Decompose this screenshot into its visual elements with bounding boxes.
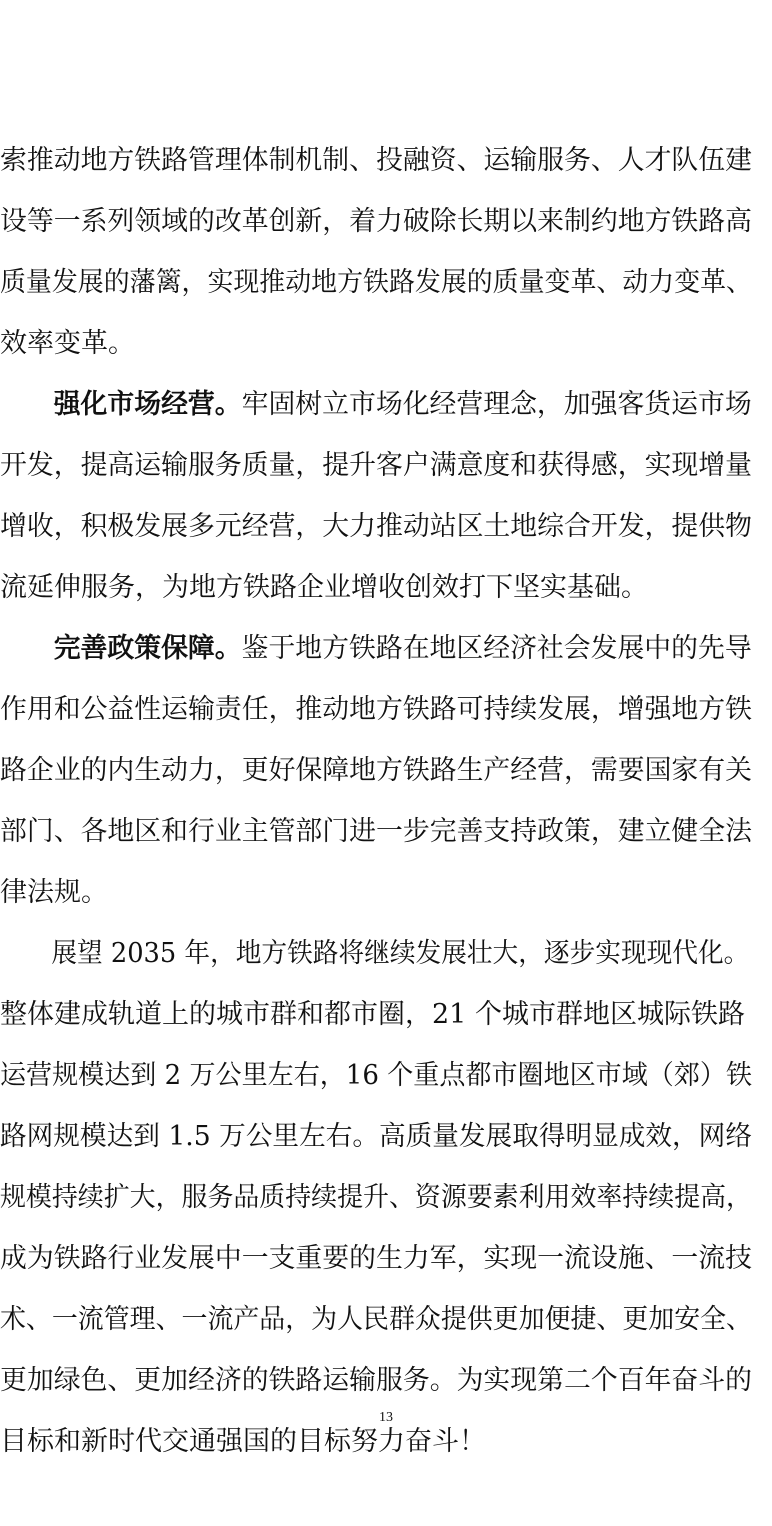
paragraph-heading: 完善政策保障。 — [53, 633, 242, 664]
line-text: 路企业的内生动力，更好保障地方铁路生产经营，需要国家有关 — [0, 755, 752, 786]
line-text: 作用和公益性运输责任，推动地方铁路可持续发展，增强地方铁 — [0, 694, 752, 725]
line-text: 术、一流管理、一流产品，为人民群众提供更加便捷、更加安全、 — [0, 1304, 752, 1335]
line-text: 效率变革。 — [0, 328, 135, 359]
line-text: 规模持续扩大，服务品质持续提升、资源要素利用效率持续提高， — [0, 1182, 752, 1213]
paragraph-line — [0, 560, 772, 616]
line-text: 质量发展的藩篱，实现推动地方铁路发展的质量变革、动力变革、 — [0, 267, 752, 298]
line-text: 流延伸服务，为地方铁路企业增收创效打下坚实基础。 — [0, 572, 648, 603]
line-text: 鉴于地方铁路在地区经济社会发展中的先导 — [241, 633, 752, 664]
line-text: 增收，积极发展多元经营，大力推动站区土地综合开发，提供物 — [0, 511, 752, 542]
paragraph-line — [0, 133, 768, 189]
paragraph-heading: 强化市场经营。 — [53, 389, 242, 420]
paragraph-line — [0, 987, 772, 1043]
line-text: 运营规模达到 2 万公里左右，16 个重点都市圈地区市域（郊）铁 — [0, 1060, 753, 1091]
paragraph-line — [0, 804, 768, 860]
page-number: 13 — [379, 1410, 393, 1425]
paragraph-line — [0, 1231, 768, 1287]
paragraph-line — [0, 316, 772, 372]
paragraph-line — [0, 1292, 752, 1348]
line-text: 索推动地方铁路管理体制机制、投融资、运输服务、人才队伍建 — [0, 145, 752, 176]
paragraph-line — [0, 194, 768, 250]
paragraph-line — [0, 377, 772, 433]
line-text: 律法规。 — [0, 877, 108, 908]
paragraph-line — [0, 865, 772, 921]
paragraph-line — [0, 926, 772, 982]
line-text: 整体建成轨道上的城市群和都市圈，21 个城市群地区城际铁路 — [0, 999, 745, 1030]
line-text: 路网规模达到 1.5 万公里左右。高质量发展取得明显成效，网络 — [0, 1121, 752, 1152]
paragraph-line — [0, 1048, 753, 1104]
paragraph-line — [0, 1109, 762, 1165]
paragraph-line — [0, 255, 752, 311]
line-text: 目标和新时代交通强国的目标努力奋斗！ — [0, 1426, 486, 1457]
line-text: 更加绿色、更加经济的铁路运输服务。为实现第二个百年奋斗的 — [0, 1365, 752, 1396]
paragraph-line — [0, 499, 768, 555]
paragraph-line — [0, 1353, 768, 1409]
line-text: 开发，提高运输服务质量，提升客户满意度和获得感，实现增量 — [0, 450, 752, 481]
line-text: 牢固树立市场化经营理念，加强客货运市场 — [241, 389, 752, 420]
paragraph-line — [0, 743, 768, 799]
paragraph-line — [0, 438, 768, 494]
line-text: 设等一系列领域的改革创新，着力破除长期以来制约地方铁路高 — [0, 206, 752, 237]
paragraph-line — [0, 621, 772, 677]
paragraph-line — [0, 1170, 752, 1226]
line-text: 成为铁路行业发展中一支重要的生力军，实现一流设施、一流技 — [0, 1243, 752, 1274]
paragraph-line — [0, 682, 768, 738]
line-text: 展望 2035 年，地方铁路将继续发展壮大，逐步实现现代化。 — [51, 938, 750, 969]
line-text: 部门、各地区和行业主管部门进一步完善支持政策，建立健全法 — [0, 816, 752, 847]
